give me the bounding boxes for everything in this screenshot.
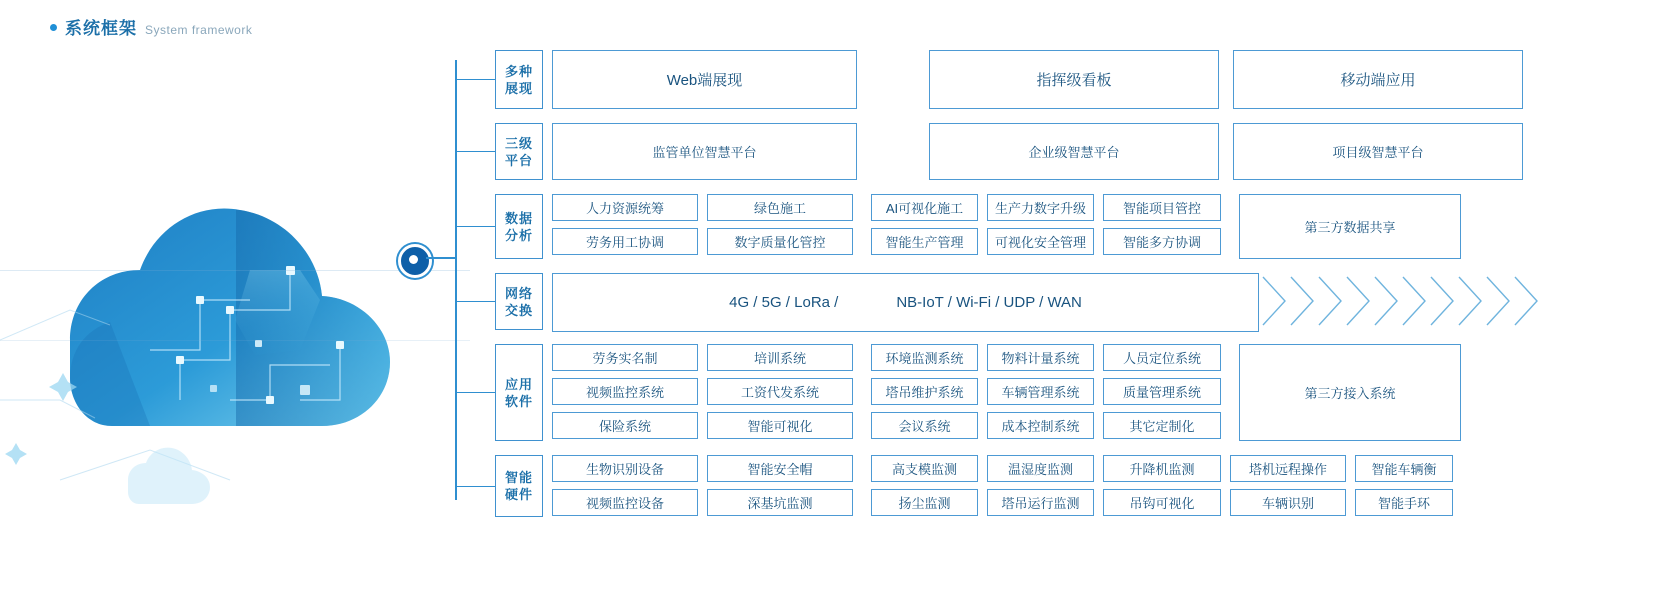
label-line-1: 数据 bbox=[504, 210, 533, 226]
group-hw-right bbox=[871, 455, 1453, 517]
layer-application-software bbox=[495, 344, 1461, 441]
label-line-1: 三级 bbox=[504, 135, 533, 151]
node-smart-helmet[interactable]: 智能安全帽 bbox=[707, 455, 853, 482]
layer-label-data-analysis bbox=[495, 194, 543, 259]
layer-platform bbox=[495, 123, 1523, 180]
node-video-monitor-device[interactable]: 视频监控设备 bbox=[552, 489, 698, 516]
group-app-left bbox=[552, 344, 853, 441]
title-chinese: 系统框架 bbox=[65, 19, 137, 38]
node-smart-truck-scale[interactable]: 智能车辆衡 bbox=[1355, 455, 1453, 482]
node-personnel-positioning[interactable]: 人员定位系统 bbox=[1103, 344, 1221, 371]
node-mobile-app[interactable]: 移动端应用 bbox=[1233, 50, 1523, 109]
node-smart-visualization[interactable]: 智能可视化 bbox=[707, 412, 853, 439]
node-vehicle-management[interactable]: 车辆管理系统 bbox=[987, 378, 1094, 405]
node-web-display[interactable]: Web端展现 bbox=[552, 50, 857, 109]
node-row bbox=[871, 412, 1221, 439]
rail-stub bbox=[457, 392, 497, 393]
node-material-measurement[interactable]: 物料计量系统 bbox=[987, 344, 1094, 371]
node-hr-coordination[interactable]: 人力资源统筹 bbox=[552, 194, 698, 221]
node-row bbox=[871, 489, 1453, 516]
label-line-1: 应用 bbox=[504, 376, 533, 392]
group-app-right bbox=[871, 344, 1221, 441]
node-ai-visual-construction[interactable]: AI可视化施工 bbox=[871, 194, 978, 221]
node-productivity-upgrade[interactable]: 生产力数字升级 bbox=[987, 194, 1094, 221]
node-multi-party-coordination[interactable]: 智能多方协调 bbox=[1103, 228, 1221, 255]
background-line bbox=[0, 340, 470, 341]
layer-label-application-software bbox=[495, 344, 543, 441]
label-line-2: 硬件 bbox=[504, 487, 533, 502]
node-row bbox=[871, 344, 1221, 371]
node-row bbox=[552, 344, 853, 371]
node-hook-visualization[interactable]: 吊钩可视化 bbox=[1103, 489, 1221, 516]
node-payroll-system[interactable]: 工资代发系统 bbox=[707, 378, 853, 405]
node-command-dashboard[interactable]: 指挥级看板 bbox=[929, 50, 1219, 109]
layer-label-smart-hardware bbox=[495, 455, 543, 517]
node-smart-wristband[interactable]: 智能手环 bbox=[1355, 489, 1453, 516]
layer-label-platform bbox=[495, 123, 543, 180]
node-project-platform[interactable]: 项目级智慧平台 bbox=[1233, 123, 1523, 180]
layer-network bbox=[495, 273, 1551, 330]
node-row bbox=[552, 412, 853, 439]
node-row bbox=[871, 455, 1453, 482]
label-line-1: 多种 bbox=[504, 63, 533, 79]
label-line-2: 交换 bbox=[504, 302, 533, 318]
layer-label-network bbox=[495, 273, 543, 330]
layer-data-analysis bbox=[495, 194, 1461, 259]
label-line-2: 软件 bbox=[504, 393, 533, 409]
group-data-left bbox=[552, 194, 853, 259]
node-row bbox=[552, 489, 853, 516]
layer-smart-hardware bbox=[495, 455, 1453, 517]
node-labor-realname[interactable]: 劳务实名制 bbox=[552, 344, 698, 371]
label-line-2: 分析 bbox=[504, 227, 533, 243]
node-digital-quality-control[interactable]: 数字质量化管控 bbox=[707, 228, 853, 255]
node-supervisor-platform[interactable]: 监管单位智慧平台 bbox=[552, 123, 857, 180]
group-hw-left bbox=[552, 455, 853, 517]
hub-connector-line bbox=[426, 257, 456, 259]
network-left-text: 4G / 5G / LoRa / bbox=[729, 294, 839, 311]
node-other-customization[interactable]: 其它定制化 bbox=[1103, 412, 1221, 439]
node-crane-operation-monitoring[interactable]: 塔吊运行监测 bbox=[987, 489, 1094, 516]
node-temp-humidity-monitoring[interactable]: 温湿度监测 bbox=[987, 455, 1094, 482]
background-line bbox=[0, 270, 470, 271]
node-crane-remote-operation[interactable]: 塔机远程操作 bbox=[1230, 455, 1346, 482]
node-environment-monitoring[interactable]: 环境监测系统 bbox=[871, 344, 978, 371]
rail-stub bbox=[457, 79, 497, 80]
layer-label-presentation bbox=[495, 50, 543, 109]
rail-stub bbox=[457, 486, 497, 487]
cloud-illustration bbox=[0, 150, 470, 550]
node-quality-management[interactable]: 质量管理系统 bbox=[1103, 378, 1221, 405]
cloud-graphic bbox=[0, 150, 470, 550]
node-network-protocols[interactable] bbox=[552, 273, 1259, 332]
node-row bbox=[871, 228, 1221, 255]
arrow-strip bbox=[1261, 273, 1551, 330]
node-deep-foundation-monitoring[interactable]: 深基坑监测 bbox=[707, 489, 853, 516]
group-data-right bbox=[871, 194, 1221, 259]
node-biometric-device[interactable]: 生物识别设备 bbox=[552, 455, 698, 482]
node-third-party-access-system[interactable]: 第三方接入系统 bbox=[1239, 344, 1461, 441]
node-row bbox=[871, 378, 1221, 405]
rail-stub bbox=[457, 301, 497, 302]
rail-stub bbox=[457, 151, 497, 152]
node-green-construction[interactable]: 绿色施工 bbox=[707, 194, 853, 221]
node-visual-safety-mgmt[interactable]: 可视化安全管理 bbox=[987, 228, 1094, 255]
node-row bbox=[871, 194, 1221, 221]
bullet-icon bbox=[50, 24, 57, 31]
node-cost-control-system[interactable]: 成本控制系统 bbox=[987, 412, 1094, 439]
node-high-formwork-monitoring[interactable]: 高支模监测 bbox=[871, 455, 978, 482]
node-row bbox=[552, 378, 853, 405]
layer-presentation bbox=[495, 50, 1523, 109]
network-right-text: NB-IoT / Wi-Fi / UDP / WAN bbox=[896, 294, 1082, 311]
label-line-2: 展现 bbox=[504, 80, 533, 96]
node-vehicle-recognition[interactable]: 车辆识别 bbox=[1230, 489, 1346, 516]
node-labor-coordination[interactable]: 劳务用工协调 bbox=[552, 228, 698, 255]
connector-rail bbox=[455, 60, 457, 500]
node-row bbox=[552, 455, 853, 482]
node-meeting-system[interactable]: 会议系统 bbox=[871, 412, 978, 439]
chevron-arrows-icon bbox=[1261, 273, 1551, 330]
node-video-surveillance-system[interactable]: 视频监控系统 bbox=[552, 378, 698, 405]
title-english: System framework bbox=[145, 23, 253, 37]
node-insurance-system[interactable]: 保险系统 bbox=[552, 412, 698, 439]
node-row bbox=[552, 194, 853, 221]
hub-node-icon bbox=[398, 244, 432, 278]
node-dust-monitoring[interactable]: 扬尘监测 bbox=[871, 489, 978, 516]
node-third-party-data-sharing[interactable]: 第三方数据共享 bbox=[1239, 194, 1461, 259]
node-enterprise-platform[interactable]: 企业级智慧平台 bbox=[929, 123, 1219, 180]
rail-stub bbox=[457, 226, 497, 227]
node-training-system[interactable]: 培训系统 bbox=[707, 344, 853, 371]
node-smart-production-mgmt[interactable]: 智能生产管理 bbox=[871, 228, 978, 255]
label-line-1: 智能 bbox=[504, 470, 533, 485]
node-crane-maintenance[interactable]: 塔吊维护系统 bbox=[871, 378, 978, 405]
page-title bbox=[50, 14, 252, 39]
node-row bbox=[552, 228, 853, 255]
node-hoist-monitoring[interactable]: 升降机监测 bbox=[1103, 455, 1221, 482]
label-line-2: 平台 bbox=[504, 152, 533, 168]
node-smart-project-control[interactable]: 智能项目管控 bbox=[1103, 194, 1221, 221]
label-line-1: 网络 bbox=[504, 285, 533, 301]
